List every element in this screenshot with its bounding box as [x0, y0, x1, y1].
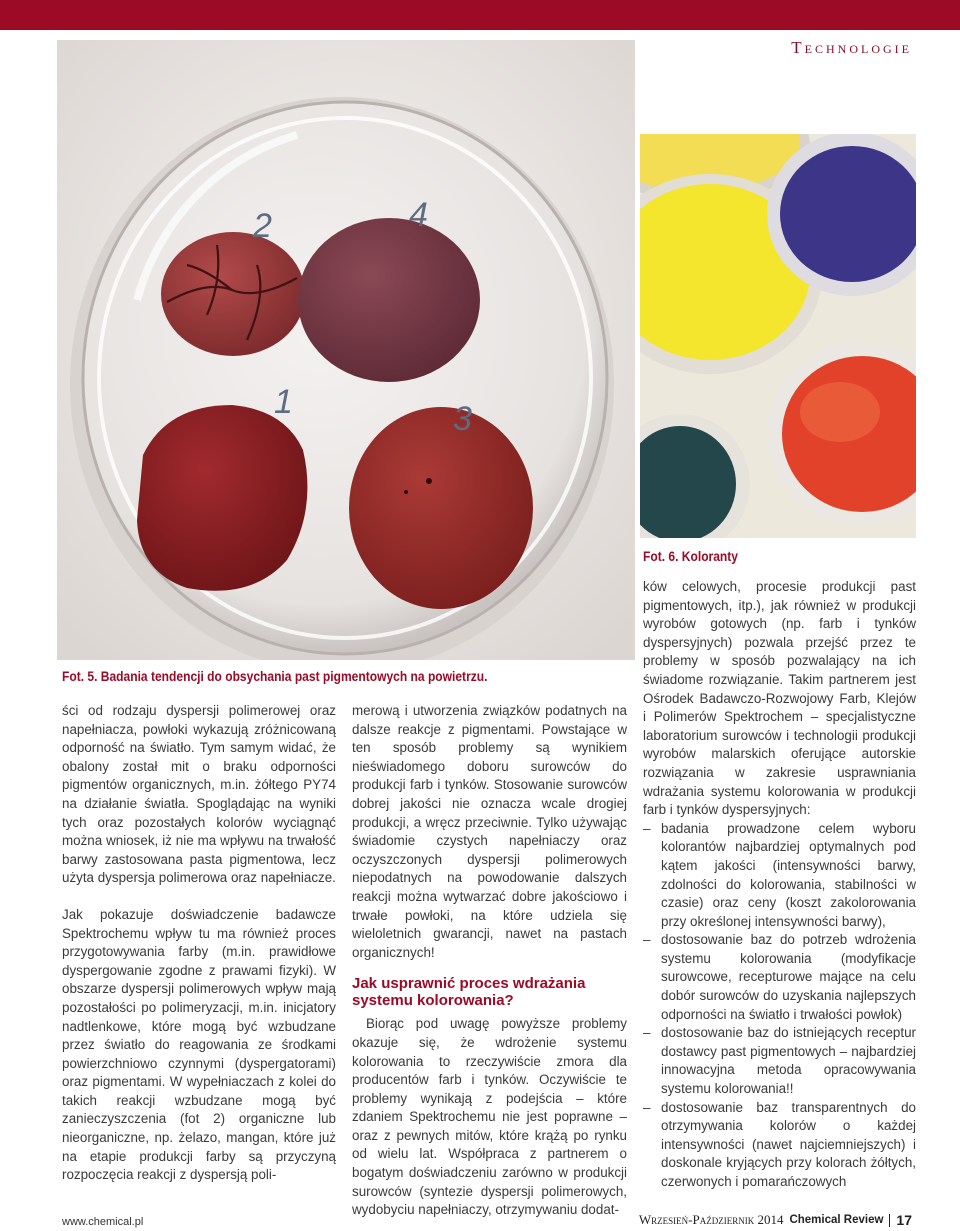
sample-label-4: 4: [409, 196, 428, 234]
sample-label-1: 1: [274, 383, 293, 421]
photo-colorants: [640, 134, 916, 538]
colorant-jars-illustration: [640, 134, 916, 538]
sample-3: [349, 407, 533, 609]
header-bar: [0, 0, 960, 30]
page-number: 17: [896, 1212, 912, 1228]
paragraph: ści od rodzaju dyspersji polimerowej oraz napełniacza, powłoki wykazują zróżnicowaną odporność na światło. Tym samym widać, że obalony został mit o braku odporności pigmentów organicznych, m.in. żółtego PY74 na działanie światła. Spoglądając na wyniki tych oraz pozostałych kolorów wyciągnąć można wniosek, iż nie ma wpływu na trwałość barwy zastosowana pasta pigmentowa, lecz użyta dyspersja polimerowa oraz napełniacze.: [62, 703, 336, 886]
section-title: Technologie: [791, 38, 912, 57]
list-item: – badania prowadzone celem wyboru kolorantów najbardziej optymalnych pod kątem jakości (intensywności barwy, zdolności do kolorowania, stabilności w czasie) oraz ceny (koszt zakolorowania przy określonej intensywności barwy),: [643, 820, 916, 932]
sample-4: [298, 218, 480, 382]
paragraph: ków celowych, procesie produkcji past pigmentowych, itp.), jak również w produkcji wyrobów gotowych (np. farb i tynków dyspersyjnych) pozwala przejść przez te problemy w sposób pozwalający na ich świadome rozwiązanie. Takim partnerem jest Ośrodek Badawczo-Rozwojowy Farb, Klejów i Polimerów Spektrochem – specjalistyczne laboratorium surowców i technologii produkcji wyrobów malarskich oferujące autorskie rozwiązania w zakresie usprawniania wdrażania systemu kolorowania w produkcji farb i tynków dyspersyjnych:: [643, 579, 916, 818]
footer-issue-info: [639, 1212, 912, 1228]
magazine-name: Chemical Review: [789, 1214, 884, 1226]
paragraph: Jak pokazuje doświadczenie badawcze Spektrochemu wpływ tu ma również proces przygotowywania farby (m.in. prawidłowe dyspergowanie zgodne z prawami fizyki). W obszarze dyspersji polimerowych wpływ mają pozostałości po polimeryzacji, m.in. inicjatory nadtlenkowe, które mogą być wzbudzane przez światło do reagowania ze środkami powierzchniowo czynnymi (dyspergatorami) oraz pigmentami. W wypełniaczach z kolei do takich reakcji wzbudzane mogą być zanieczyszczenia (fot 2) organiczne lub nieorganiczne, np. żelazo, mangan, które już na etapie produkcji farby są przyczyną rozpoczęcia reakcji z dyspersją poli-: [62, 906, 336, 1183]
sample-label-2: 2: [253, 207, 272, 245]
text-column-3: [643, 578, 916, 1192]
text-column-2: [352, 702, 627, 1220]
section-heading: Jak usprawnić proces wdrażania systemu kolorowania?: [352, 975, 586, 1010]
photo-petri-dish: [57, 40, 635, 660]
list-item: – dostosowanie baz do istniejących receptur dostawcy past pigmentowych – najbardziej innowacyjna metoda opracowywania systemu kolorowania!!: [643, 1024, 916, 1098]
sample-label-3: 3: [453, 400, 472, 438]
footer-website: www.chemical.pl: [62, 1216, 144, 1228]
list-item: – dostosowanie baz transparentnych do otrzymywania kolorów o każdej intensywności (nawet najciemniejszych) i doskonale kryjących przy kolorach żółtych, czerwonych i pomarańczowych: [643, 1099, 916, 1192]
figure5-caption: Fot. 5. Badania tendencji do obsychania past pigmentowych na powietrzu.: [62, 668, 488, 684]
paragraph: merową i utworzenia związków podatnych na dalsze reakcje z pigmentami. Powstające w ten sposób problemy są wynikiem nieświadomego doboru surowców do produkcji farb i tynków. Stosowanie surowców dobrej jakości nie oznacza wcale drogiej produkcji, a wręcz przeciwnie. Tylko używając świadomie czystych napełniaczy oraz oczyszczonych dyspersji polimerowych niepodatnych na powodowanie dalszych reakcji można wytwarzać dobre jakościowo i trwałe powłoki, na które udziela się wieloletnich gwarancji, nawet na pastach organicznych!: [352, 703, 627, 960]
text-column-1: [62, 702, 336, 1185]
paragraph: Biorąc pod uwagę powyższe problemy okazuje się, że wdrożenie systemu kolorowania to rzeczywiście zmora dla producentów farb i tynków. Oczywiście te problemy wynikają z podejścia – które zdaniem Spektrochemu nie jest poprawne – oraz z pewnych mitów, które krążą po rynku od wielu lat. Współpraca z partnerem o bogatym doświadczeniu zarówno w produkcji surowców (syntezie dyspersji polimerowych, wydobyciu napełniaczy, otrzymywaniu dodat-: [352, 1016, 627, 1218]
services-list: [643, 820, 916, 1192]
issue-date: Wrzesień-Październik 2014: [638, 1212, 784, 1227]
sample-1: [137, 405, 307, 591]
figure6-caption: Fot. 6. Koloranty: [643, 548, 738, 564]
sample-2: [161, 232, 305, 356]
footer-divider: [889, 1214, 890, 1227]
petri-dish-illustration: [57, 40, 635, 660]
list-item: – dostosowanie baz do potrzeb wdrożenia systemu kolorowania (modyfikacje surowcowe, recepturowe mające na celu dobór surowców do uzyskania najlepszych odporności na światło i trwałości powłok): [643, 931, 916, 1024]
